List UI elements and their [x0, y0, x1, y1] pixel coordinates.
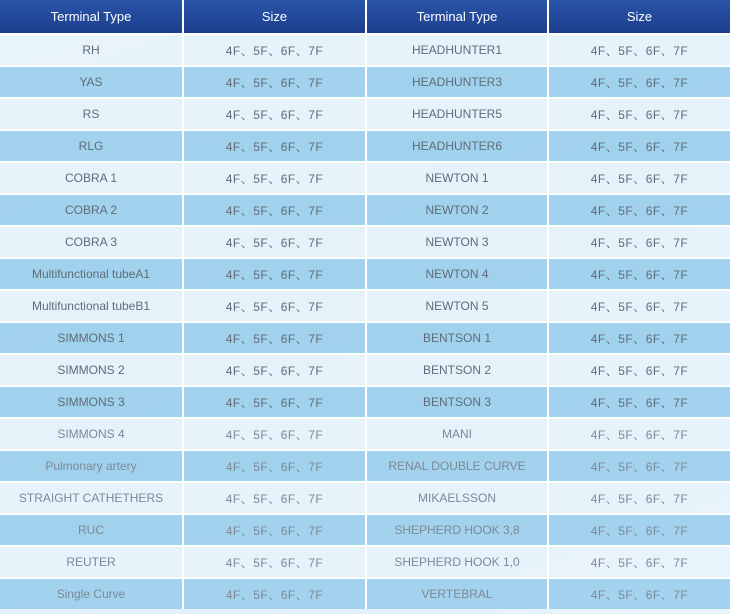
right-terminal-type-cell: BENTSON 3	[366, 386, 548, 418]
header-size-left: Size	[183, 0, 366, 34]
header-size-right: Size	[548, 0, 730, 34]
left-size-cell: 4F、5F、6F、7F	[183, 546, 366, 578]
right-terminal-type-cell: NEWTON 5	[366, 290, 548, 322]
left-size-cell: 4F、5F、6F、7F	[183, 258, 366, 290]
right-terminal-type-cell: HEADHUNTER6	[366, 130, 548, 162]
right-terminal-type-cell: BENTSON 2	[366, 354, 548, 386]
left-size-cell: 4F、5F、6F、7F	[183, 354, 366, 386]
left-terminal-type-cell: STRAIGHT CATHETHERS	[0, 482, 183, 514]
table-row	[0, 258, 730, 290]
right-size-cell: 4F、5F、6F、7F	[548, 66, 730, 98]
right-size-cell: 4F、5F、6F、7F	[548, 162, 730, 194]
table-header	[0, 0, 730, 34]
right-size-cell: 4F、5F、6F、7F	[548, 418, 730, 450]
table-row	[0, 34, 730, 66]
right-size-cell: 4F、5F、6F、7F	[548, 514, 730, 546]
left-terminal-type-cell: RUC	[0, 514, 183, 546]
right-size-cell: 4F、5F、6F、7F	[548, 194, 730, 226]
right-terminal-type-cell: VERTEBRAL	[366, 578, 548, 609]
right-terminal-type-cell: NEWTON 4	[366, 258, 548, 290]
right-size-cell: 4F、5F、6F、7F	[548, 130, 730, 162]
table-row	[0, 578, 730, 609]
table-body	[0, 34, 730, 609]
right-size-cell: 4F、5F、6F、7F	[548, 450, 730, 482]
left-size-cell: 4F、5F、6F、7F	[183, 418, 366, 450]
right-terminal-type-cell: MANI	[366, 418, 548, 450]
left-terminal-type-cell: Single Curve	[0, 578, 183, 609]
left-terminal-type-cell: COBRA 1	[0, 162, 183, 194]
right-size-cell: 4F、5F、6F、7F	[548, 578, 730, 609]
left-size-cell: 4F、5F、6F、7F	[183, 386, 366, 418]
table-row	[0, 130, 730, 162]
left-terminal-type-cell: SIMMONS 1	[0, 322, 183, 354]
left-size-cell: 4F、5F、6F、7F	[183, 514, 366, 546]
table-row	[0, 386, 730, 418]
right-size-cell: 4F、5F、6F、7F	[548, 258, 730, 290]
right-terminal-type-cell: HEADHUNTER5	[366, 98, 548, 130]
table-row	[0, 546, 730, 578]
right-terminal-type-cell: SHEPHERD HOOK 1,0	[366, 546, 548, 578]
left-size-cell: 4F、5F、6F、7F	[183, 226, 366, 258]
left-size-cell: 4F、5F、6F、7F	[183, 578, 366, 609]
right-size-cell: 4F、5F、6F、7F	[548, 98, 730, 130]
right-size-cell: 4F、5F、6F、7F	[548, 322, 730, 354]
left-terminal-type-cell: Pulmonary artery	[0, 450, 183, 482]
right-terminal-type-cell: HEADHUNTER3	[366, 66, 548, 98]
right-terminal-type-cell: SHEPHERD HOOK 3,8	[366, 514, 548, 546]
table-row	[0, 322, 730, 354]
right-terminal-type-cell: HEADHUNTER1	[366, 34, 548, 66]
left-size-cell: 4F、5F、6F、7F	[183, 450, 366, 482]
left-terminal-type-cell: COBRA 3	[0, 226, 183, 258]
left-terminal-type-cell: RS	[0, 98, 183, 130]
left-terminal-type-cell: SIMMONS 4	[0, 418, 183, 450]
left-size-cell: 4F、5F、6F、7F	[183, 322, 366, 354]
table-row	[0, 450, 730, 482]
left-size-cell: 4F、5F、6F、7F	[183, 66, 366, 98]
left-terminal-type-cell: RLG	[0, 130, 183, 162]
header-terminal-type-right: Terminal Type	[366, 0, 548, 34]
right-size-cell: 4F、5F、6F、7F	[548, 290, 730, 322]
right-terminal-type-cell: NEWTON 3	[366, 226, 548, 258]
right-size-cell: 4F、5F、6F、7F	[548, 546, 730, 578]
right-size-cell: 4F、5F、6F、7F	[548, 482, 730, 514]
header-row	[0, 0, 730, 34]
header-terminal-type-left: Terminal Type	[0, 0, 183, 34]
table-row	[0, 226, 730, 258]
right-size-cell: 4F、5F、6F、7F	[548, 354, 730, 386]
left-size-cell: 4F、5F、6F、7F	[183, 482, 366, 514]
left-terminal-type-cell: Multifunctional tubeA1	[0, 258, 183, 290]
right-size-cell: 4F、5F、6F、7F	[548, 34, 730, 66]
left-terminal-type-cell: SIMMONS 2	[0, 354, 183, 386]
table-row	[0, 514, 730, 546]
left-size-cell: 4F、5F、6F、7F	[183, 194, 366, 226]
table-row	[0, 194, 730, 226]
table-row	[0, 98, 730, 130]
left-size-cell: 4F、5F、6F、7F	[183, 130, 366, 162]
table-row	[0, 418, 730, 450]
right-size-cell: 4F、5F、6F、7F	[548, 386, 730, 418]
table-row	[0, 354, 730, 386]
left-terminal-type-cell: SIMMONS 3	[0, 386, 183, 418]
left-size-cell: 4F、5F、6F、7F	[183, 162, 366, 194]
right-terminal-type-cell: NEWTON 1	[366, 162, 548, 194]
left-size-cell: 4F、5F、6F、7F	[183, 98, 366, 130]
left-terminal-type-cell: Multifunctional tubeB1	[0, 290, 183, 322]
table-row	[0, 482, 730, 514]
right-terminal-type-cell: NEWTON 2	[366, 194, 548, 226]
left-size-cell: 4F、5F、6F、7F	[183, 290, 366, 322]
left-terminal-type-cell: COBRA 2	[0, 194, 183, 226]
left-size-cell: 4F、5F、6F、7F	[183, 34, 366, 66]
table-row	[0, 290, 730, 322]
right-terminal-type-cell: RENAL DOUBLE CURVE	[366, 450, 548, 482]
right-size-cell: 4F、5F、6F、7F	[548, 226, 730, 258]
right-terminal-type-cell: BENTSON 1	[366, 322, 548, 354]
right-terminal-type-cell: MIKAELSSON	[366, 482, 548, 514]
table-row	[0, 162, 730, 194]
left-terminal-type-cell: RH	[0, 34, 183, 66]
left-terminal-type-cell: YAS	[0, 66, 183, 98]
table-row	[0, 66, 730, 98]
left-terminal-type-cell: REUTER	[0, 546, 183, 578]
